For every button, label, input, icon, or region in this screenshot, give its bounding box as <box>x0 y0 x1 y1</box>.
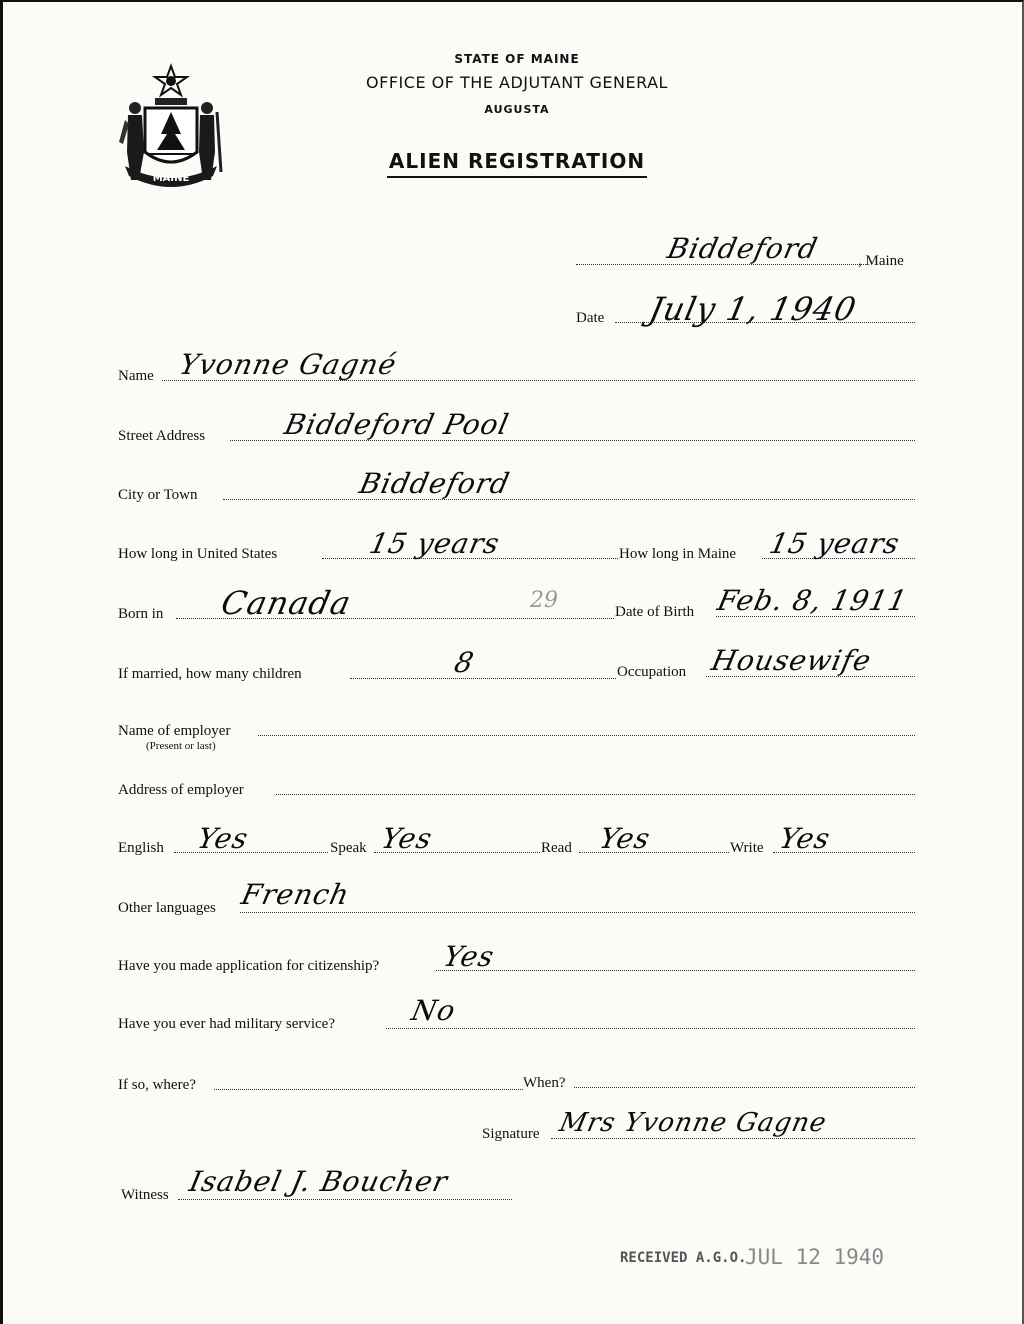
form-title <box>5 149 1024 173</box>
signature-line <box>551 1138 915 1139</box>
speak-label: Speak <box>330 840 367 856</box>
military-label: Have you ever had military service? <box>118 1016 335 1032</box>
employer-note: (Present or last) <box>146 740 216 752</box>
date-of-birth-value[interactable]: Feb. 8, 1911 <box>714 584 911 617</box>
header-state: STATE OF MAINE <box>454 52 580 66</box>
maine-label: , Maine <box>858 253 904 269</box>
read-label: Read <box>541 840 572 856</box>
military-line <box>386 1028 915 1029</box>
form-title-text: ALIEN REGISTRATION <box>387 149 647 178</box>
received-stamp: RECEIVED A.G.O. <box>620 1250 747 1266</box>
write-value[interactable]: Yes <box>776 822 834 855</box>
if-so-where-line[interactable] <box>214 1089 523 1090</box>
street-address-label: Street Address <box>118 428 206 444</box>
signature-value[interactable]: Mrs Yvonne Gagne <box>556 1108 830 1138</box>
occupation-value[interactable]: Housewife <box>708 644 875 677</box>
name-value[interactable]: Yvonne Gagné <box>176 348 400 381</box>
date-value[interactable]: July 1, 1940 <box>645 290 861 328</box>
how-long-us-value[interactable]: 15 years <box>366 527 503 560</box>
how-long-us-label: How long in United States <box>118 546 278 562</box>
witness-label: Witness <box>121 1187 169 1203</box>
born-in-value[interactable]: Canada <box>217 584 355 622</box>
employer-name-label: Name of employer <box>118 723 231 739</box>
seal-label: MAINE <box>152 173 190 184</box>
employer-address-label: Address of employer <box>118 782 244 798</box>
city-label: City or Town <box>118 487 198 503</box>
children-line <box>350 678 616 679</box>
other-languages-value[interactable]: French <box>238 878 353 911</box>
born-in-label: Born in <box>118 606 164 622</box>
military-value[interactable]: No <box>408 994 459 1027</box>
other-languages-label: Other languages <box>118 900 216 916</box>
header-city: AUGUSTA <box>484 103 550 116</box>
other-languages-line <box>240 912 915 913</box>
age-note: 29 <box>530 588 558 613</box>
english-value[interactable]: Yes <box>194 822 252 855</box>
employer-address-line[interactable] <box>276 794 915 795</box>
city-line <box>223 499 915 500</box>
english-label: English <box>118 840 164 856</box>
citizenship-value[interactable]: Yes <box>440 940 498 973</box>
children-label: If married, how many children <box>118 666 302 682</box>
employer-name-line[interactable] <box>258 735 915 736</box>
if-so-where-label: If so, where? <box>118 1077 196 1093</box>
read-value[interactable]: Yes <box>596 822 654 855</box>
how-long-maine-label: How long in Maine <box>619 546 737 562</box>
header-office: OFFICE OF THE ADJUTANT GENERAL <box>366 73 668 92</box>
witness-value[interactable]: Isabel J. Boucher <box>186 1165 451 1198</box>
date-label: Date <box>576 310 605 326</box>
citizenship-label: Have you made application for citizenship? <box>118 958 380 974</box>
date-of-birth-label: Date of Birth <box>615 604 695 620</box>
children-value[interactable]: 8 <box>451 646 478 679</box>
speak-value[interactable]: Yes <box>378 822 436 855</box>
witness-line <box>178 1199 512 1200</box>
write-label: Write <box>730 840 764 856</box>
how-long-maine-value[interactable]: 15 years <box>766 527 903 560</box>
when-line[interactable] <box>574 1087 915 1088</box>
occupation-label: Occupation <box>617 664 687 680</box>
street-address-value[interactable]: Biddeford Pool <box>281 408 513 441</box>
signature-label: Signature <box>482 1126 540 1142</box>
citizenship-line <box>436 970 915 971</box>
name-label: Name <box>118 368 154 384</box>
received-stamp-date: JUL 12 1940 <box>745 1245 885 1269</box>
city-value[interactable]: Biddeford <box>356 467 513 500</box>
when-label: When? <box>523 1075 566 1091</box>
place-value[interactable]: Biddeford <box>664 232 821 265</box>
